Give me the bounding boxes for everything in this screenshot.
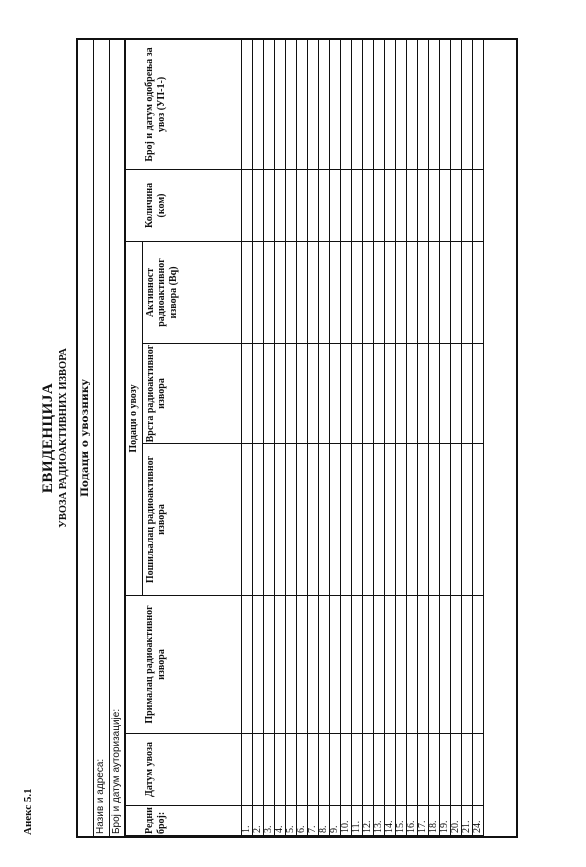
cell-approval[interactable] (296, 39, 307, 169)
cell-sender[interactable] (395, 444, 406, 596)
cell-date[interactable] (274, 734, 285, 806)
cell-type[interactable] (373, 344, 384, 444)
row-number: 4. (274, 806, 285, 836)
table-row (373, 39, 384, 835)
cell-quantity[interactable] (384, 169, 395, 241)
row-number: 1. (241, 806, 252, 836)
row-number: 8. (318, 806, 329, 836)
form-subtitle: УВОЗА РАДИОАКТИВНИХ ИЗВОРА (58, 348, 69, 528)
table-row (252, 39, 263, 835)
row-number: 14. (384, 806, 395, 836)
cell-sender[interactable] (318, 444, 329, 596)
name-address-label: Назив и адреса: (95, 758, 106, 834)
row-number: 19. (439, 806, 450, 836)
cell-activity[interactable] (373, 241, 384, 343)
cell-sender[interactable] (296, 444, 307, 596)
row-number: 12. (362, 806, 373, 836)
cell-type[interactable] (417, 344, 428, 444)
cell-date[interactable] (285, 734, 296, 806)
table-row (329, 39, 340, 835)
cell-type[interactable] (351, 344, 362, 444)
cell-type[interactable] (428, 344, 439, 444)
cell-quantity[interactable] (274, 169, 285, 241)
cell-approval[interactable] (351, 39, 362, 169)
import-table-area (126, 40, 516, 836)
blank-header-cell (126, 806, 142, 836)
cell-date[interactable] (362, 734, 373, 806)
cell-approval[interactable] (417, 39, 428, 169)
cell-approval[interactable] (318, 39, 329, 169)
blank-header-cell (126, 169, 142, 241)
cell-activity[interactable] (274, 241, 285, 343)
table-row (307, 39, 318, 835)
form-title: ЕВИДЕНЦИЈА (40, 382, 56, 494)
cell-date[interactable] (406, 734, 417, 806)
cell-approval[interactable] (461, 39, 472, 169)
cell-approval[interactable] (384, 39, 395, 169)
row-number: 13. (373, 806, 384, 836)
cell-date[interactable] (461, 734, 472, 806)
cell-sender[interactable] (307, 444, 318, 596)
cell-activity[interactable] (417, 241, 428, 343)
table-row (450, 39, 461, 835)
cell-recipient[interactable] (285, 596, 296, 734)
cell-quantity[interactable] (329, 169, 340, 241)
cell-date[interactable] (318, 734, 329, 806)
cell-recipient[interactable] (351, 596, 362, 734)
table-row (263, 39, 274, 835)
cell-type[interactable] (307, 344, 318, 444)
cell-quantity[interactable] (340, 169, 351, 241)
cell-type[interactable] (395, 344, 406, 444)
authorization-field[interactable] (110, 40, 126, 836)
col-header-recipient: Прималац радиоактивног извора (142, 596, 241, 734)
cell-date[interactable] (307, 734, 318, 806)
row-number: 24. (472, 806, 483, 836)
cell-type[interactable] (318, 344, 329, 444)
table-row (340, 39, 351, 835)
row-number: 21. (461, 806, 472, 836)
cell-activity[interactable] (340, 241, 351, 343)
cell-sender[interactable] (285, 444, 296, 596)
cell-type[interactable] (362, 344, 373, 444)
cell-approval[interactable] (439, 39, 450, 169)
blank-header-cell (126, 734, 142, 806)
cell-quantity[interactable] (296, 169, 307, 241)
row-number: 17. (417, 806, 428, 836)
table-row (417, 39, 428, 835)
form-page (40, 38, 520, 838)
cell-activity[interactable] (428, 241, 439, 343)
cell-quantity[interactable] (472, 169, 483, 241)
cell-sender[interactable] (263, 444, 274, 596)
col-header-approval: Број и датум одобрења за увоз (УП-1-) (142, 39, 241, 169)
name-address-field[interactable] (94, 40, 110, 836)
cell-date[interactable] (340, 734, 351, 806)
cell-sender[interactable] (406, 444, 417, 596)
cell-quantity[interactable] (417, 169, 428, 241)
row-number: 7. (307, 806, 318, 836)
cell-sender[interactable] (274, 444, 285, 596)
table-row (395, 39, 406, 835)
cell-sender[interactable] (472, 444, 483, 596)
cell-sender[interactable] (351, 444, 362, 596)
cell-sender[interactable] (241, 444, 252, 596)
cell-activity[interactable] (351, 241, 362, 343)
table-row (461, 39, 472, 835)
import-data-heading: Подаци о увозу (126, 241, 142, 595)
table-row (241, 39, 252, 835)
cell-quantity[interactable] (373, 169, 384, 241)
table-body (241, 39, 483, 835)
cell-recipient[interactable] (263, 596, 274, 734)
cell-sender[interactable] (417, 444, 428, 596)
authorization-label: Број и датум ауторизације: (111, 708, 122, 834)
cell-approval[interactable] (252, 39, 263, 169)
row-number: 18. (428, 806, 439, 836)
cell-recipient[interactable] (450, 596, 461, 734)
cell-recipient[interactable] (406, 596, 417, 734)
cell-recipient[interactable] (241, 596, 252, 734)
row-number: 16. (406, 806, 417, 836)
cell-recipient[interactable] (340, 596, 351, 734)
cell-type[interactable] (296, 344, 307, 444)
cell-sender[interactable] (461, 444, 472, 596)
cell-recipient[interactable] (318, 596, 329, 734)
col-header-date: Датум увоза (142, 734, 241, 806)
cell-recipient[interactable] (472, 596, 483, 734)
cell-activity[interactable] (395, 241, 406, 343)
table-row (296, 39, 307, 835)
cell-quantity[interactable] (406, 169, 417, 241)
cell-activity[interactable] (406, 241, 417, 343)
importer-heading: Подаци о увознику (78, 40, 94, 836)
cell-recipient[interactable] (461, 596, 472, 734)
cell-sender[interactable] (329, 444, 340, 596)
cell-sender[interactable] (439, 444, 450, 596)
cell-quantity[interactable] (351, 169, 362, 241)
cell-recipient[interactable] (296, 596, 307, 734)
cell-date[interactable] (241, 734, 252, 806)
col-header-sender: Пошиљалац радиоактивног извора (142, 444, 241, 596)
cell-type[interactable] (439, 344, 450, 444)
table-row (439, 39, 450, 835)
cell-approval[interactable] (307, 39, 318, 169)
cell-activity[interactable] (450, 241, 461, 343)
cell-type[interactable] (285, 344, 296, 444)
cell-recipient[interactable] (417, 596, 428, 734)
cell-quantity[interactable] (428, 169, 439, 241)
cell-type[interactable] (340, 344, 351, 444)
table-row (362, 39, 373, 835)
cell-recipient[interactable] (362, 596, 373, 734)
cell-activity[interactable] (296, 241, 307, 343)
cell-approval[interactable] (241, 39, 252, 169)
cell-activity[interactable] (307, 241, 318, 343)
cell-date[interactable] (296, 734, 307, 806)
cell-type[interactable] (241, 344, 252, 444)
cell-quantity[interactable] (307, 169, 318, 241)
row-number: 3. (263, 806, 274, 836)
cell-date[interactable] (263, 734, 274, 806)
row-number: 2. (252, 806, 263, 836)
table-row (285, 39, 296, 835)
cell-activity[interactable] (384, 241, 395, 343)
col-header-type: Врста радиоактивног извора (142, 344, 241, 444)
cell-quantity[interactable] (285, 169, 296, 241)
cell-date[interactable] (373, 734, 384, 806)
cell-recipient[interactable] (395, 596, 406, 734)
form-frame (76, 38, 518, 838)
cell-approval[interactable] (450, 39, 461, 169)
cell-approval[interactable] (406, 39, 417, 169)
cell-type[interactable] (461, 344, 472, 444)
cell-quantity[interactable] (241, 169, 252, 241)
cell-activity[interactable] (329, 241, 340, 343)
table-row (351, 39, 362, 835)
cell-quantity[interactable] (450, 169, 461, 241)
cell-approval[interactable] (274, 39, 285, 169)
cell-activity[interactable] (263, 241, 274, 343)
cell-activity[interactable] (362, 241, 373, 343)
cell-sender[interactable] (362, 444, 373, 596)
import-table (126, 39, 484, 836)
cell-date[interactable] (450, 734, 461, 806)
cell-approval[interactable] (373, 39, 384, 169)
cell-quantity[interactable] (461, 169, 472, 241)
cell-recipient[interactable] (274, 596, 285, 734)
cell-quantity[interactable] (263, 169, 274, 241)
cell-sender[interactable] (340, 444, 351, 596)
cell-sender[interactable] (450, 444, 461, 596)
col-header-quantity: Количина (ком) (142, 169, 241, 241)
table-row (274, 39, 285, 835)
cell-approval[interactable] (329, 39, 340, 169)
row-number: 9. (329, 806, 340, 836)
cell-approval[interactable] (362, 39, 373, 169)
cell-date[interactable] (252, 734, 263, 806)
row-number: 10. (340, 806, 351, 836)
cell-date[interactable] (395, 734, 406, 806)
cell-recipient[interactable] (428, 596, 439, 734)
row-number: 5. (285, 806, 296, 836)
cell-sender[interactable] (252, 444, 263, 596)
cell-recipient[interactable] (439, 596, 450, 734)
row-number: 20. (450, 806, 461, 836)
col-header-serial: Редни број: (142, 806, 241, 836)
cell-type[interactable] (406, 344, 417, 444)
cell-approval[interactable] (263, 39, 274, 169)
cell-activity[interactable] (439, 241, 450, 343)
cell-date[interactable] (439, 734, 450, 806)
row-number: 11. (351, 806, 362, 836)
cell-approval[interactable] (428, 39, 439, 169)
cell-quantity[interactable] (395, 169, 406, 241)
cell-type[interactable] (450, 344, 461, 444)
cell-approval[interactable] (340, 39, 351, 169)
cell-approval[interactable] (472, 39, 483, 169)
annex-label: Анекс 5.1 (22, 788, 34, 835)
cell-type[interactable] (329, 344, 340, 444)
cell-date[interactable] (428, 734, 439, 806)
cell-activity[interactable] (318, 241, 329, 343)
cell-quantity[interactable] (318, 169, 329, 241)
cell-type[interactable] (384, 344, 395, 444)
cell-quantity[interactable] (252, 169, 263, 241)
cell-recipient[interactable] (252, 596, 263, 734)
col-header-activity: Активност радиоактивног извора (Bq) (142, 241, 241, 343)
cell-activity[interactable] (472, 241, 483, 343)
cell-activity[interactable] (241, 241, 252, 343)
cell-type[interactable] (472, 344, 483, 444)
cell-date[interactable] (417, 734, 428, 806)
table-row (318, 39, 329, 835)
cell-recipient[interactable] (384, 596, 395, 734)
cell-approval[interactable] (285, 39, 296, 169)
table-row (428, 39, 439, 835)
cell-sender[interactable] (428, 444, 439, 596)
cell-sender[interactable] (384, 444, 395, 596)
cell-date[interactable] (384, 734, 395, 806)
row-number: 15. (395, 806, 406, 836)
cell-quantity[interactable] (439, 169, 450, 241)
cell-date[interactable] (351, 734, 362, 806)
table-row (472, 39, 483, 835)
table-row (406, 39, 417, 835)
row-number: 6. (296, 806, 307, 836)
cell-type[interactable] (274, 344, 285, 444)
cell-approval[interactable] (395, 39, 406, 169)
cell-activity[interactable] (461, 241, 472, 343)
cell-date[interactable] (472, 734, 483, 806)
table-row (384, 39, 395, 835)
cell-date[interactable] (329, 734, 340, 806)
cell-activity[interactable] (285, 241, 296, 343)
cell-recipient[interactable] (373, 596, 384, 734)
blank-header-cell (126, 39, 142, 169)
cell-type[interactable] (252, 344, 263, 444)
cell-recipient[interactable] (329, 596, 340, 734)
blank-header-cell (126, 596, 142, 734)
cell-quantity[interactable] (362, 169, 373, 241)
cell-type[interactable] (263, 344, 274, 444)
cell-activity[interactable] (252, 241, 263, 343)
cell-recipient[interactable] (307, 596, 318, 734)
cell-sender[interactable] (373, 444, 384, 596)
